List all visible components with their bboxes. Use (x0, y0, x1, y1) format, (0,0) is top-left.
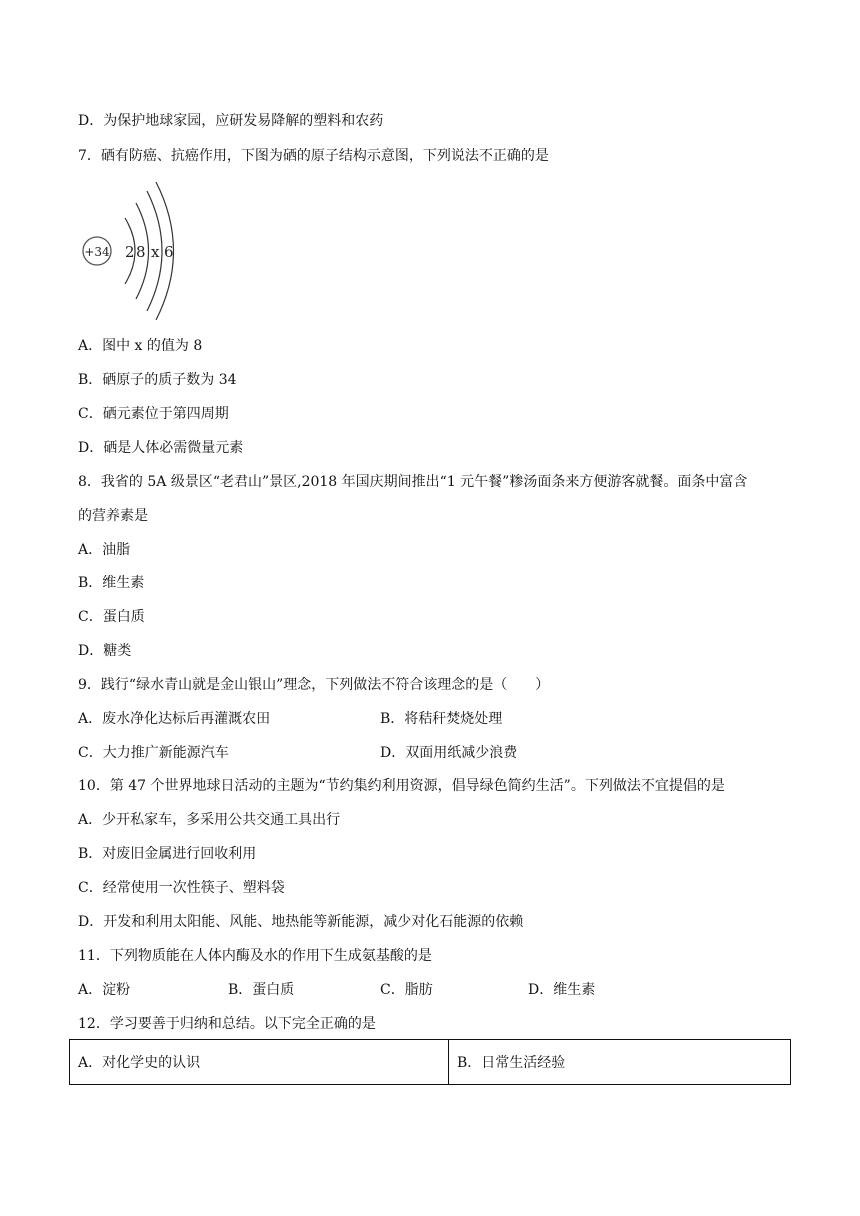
question-8-option-a: A．油脂 (78, 542, 131, 558)
table-row (70, 1040, 791, 1085)
question-7-option-a: A．图中 x 的值为 8 (78, 338, 203, 354)
question-7-option-b: B．硒原子的质子数为 34 (78, 372, 237, 388)
table-cell-b: B．日常生活经验 (449, 1040, 791, 1085)
table-cell-a: A．对化学史的认识 (70, 1040, 449, 1085)
question-10-option-b: B．对废旧金属进行回收利用 (78, 846, 257, 862)
question-8-option-d: D．糖类 (78, 643, 132, 659)
question-8-stem-line-1: 8．我省的 5A 级景区“老君山”景区,2018 年国庆期间推出“1 元午餐”糁汤面条来方便游客就餐。面条中富含 (78, 474, 748, 490)
question-8-option-b: B．维生素 (78, 575, 145, 591)
selenium-atom-structure-diagram (78, 178, 188, 323)
question-12-stem: 12．学习要善于归纳和总结。以下完全正确的是 (78, 1016, 376, 1032)
question-7-option-d: D．硒是人体必需微量元素 (78, 440, 244, 456)
question-10-option-a: A．少开私家车，多采用公共交通工具出行 (78, 812, 341, 828)
question-9-option-a: A．废水净化达标后再灌溉农田 (78, 711, 271, 727)
question-8-stem-line-2: 的营养素是 (78, 508, 148, 524)
shell-1-electrons: 2 (125, 243, 135, 261)
question-9-option-d: D．双面用纸减少浪费 (380, 745, 518, 761)
question-11-option-a: A．淀粉 (78, 982, 131, 998)
question-7-stem: 7．硒有防癌、抗癌作用，下图为硒的原子结构示意图，下列说法不正确的是 (78, 148, 549, 164)
question-7-option-c: C．硒元素位于第四周期 (78, 406, 229, 422)
question-11-option-d: D．维生素 (528, 982, 596, 998)
question-8-option-c: C．蛋白质 (78, 609, 145, 625)
question-11-stem: 11．下列物质能在人体内酶及水的作用下生成氨基酸的是 (78, 948, 432, 964)
question-9-option-c: C．大力推广新能源汽车 (78, 745, 229, 761)
question-12-options-table (69, 1039, 791, 1085)
question-10-option-d: D．开发和利用太阳能、风能、地热能等新能源，减少对化石能源的依赖 (78, 914, 524, 930)
shell-3-electrons: x (151, 243, 160, 261)
question-10-option-c: C．经常使用一次性筷子、塑料袋 (78, 880, 285, 896)
question-10-stem: 10．第 47 个世界地球日活动的主题为“节约集约利用资源，倡导绿色简约生活”。下列做法不宜提倡的是 (78, 778, 725, 794)
question-9-stem: 9．践行“绿水青山就是金山银山”理念，下列做法不符合该理念的是（ ） (78, 677, 550, 693)
nucleus-charge: +34 (84, 245, 110, 259)
question-11-option-b: B．蛋白质 (228, 982, 295, 998)
question-6-option-d: D．为保护地球家园，应研发易降解的塑料和农药 (78, 113, 384, 129)
question-11-option-c: C．脂肪 (380, 982, 433, 998)
question-9-option-b: B．将秸秆焚烧处理 (380, 711, 503, 727)
shell-2-electrons: 8 (136, 243, 146, 261)
shell-4-electrons: 6 (164, 243, 174, 261)
